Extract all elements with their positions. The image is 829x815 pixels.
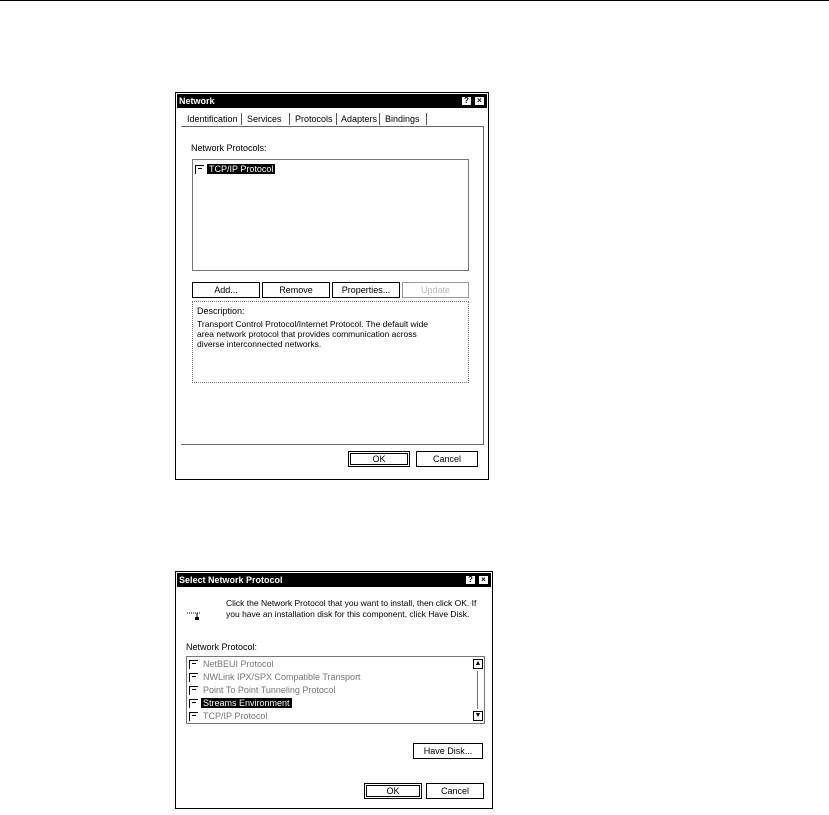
scroll-down-icon[interactable]: ▼ [474,712,482,719]
help-icon[interactable]: ? [465,575,476,585]
tab-separator [241,113,242,125]
tab-identification[interactable]: Identification [187,114,238,124]
protocol-icon [189,660,198,669]
protocol-icon [189,712,198,721]
close-icon[interactable]: × [474,96,485,106]
select-title: Select Network Protocol [179,575,283,585]
properties-button[interactable]: Properties... [332,282,400,298]
update-button[interactable]: Update [402,282,469,298]
network-protocol-list[interactable] [186,656,485,724]
list-item[interactable] [195,163,275,175]
network-protocols-label: Network Protocols: [191,143,267,153]
protocol-name: Point To Point Tunneling Protocol [203,685,336,695]
tab-protocols[interactable]: Protocols [295,114,333,124]
scroll-track[interactable] [477,671,478,709]
cancel-button[interactable]: Cancel [426,783,484,799]
instruction-line-2: you have an installation disk for this component, click Have Disk. [226,609,470,619]
network-protocols-list[interactable] [192,159,469,271]
help-icon[interactable]: ? [461,96,472,106]
ok-button[interactable]: OK [364,783,422,799]
protocol-icon [189,686,198,695]
protocol-icon [189,699,198,708]
tab-separator [379,113,380,125]
protocol-name: Streams Environment [203,698,290,708]
protocol-icon [195,165,204,174]
have-disk-button[interactable]: Have Disk... [413,743,483,759]
list-item[interactable] [189,671,363,683]
protocol-name: TCP/IP Protocol [203,711,268,721]
scrollbar[interactable] [472,657,484,723]
page-top-rule [0,0,829,1]
tab-bindings[interactable]: Bindings [385,114,420,124]
add-button[interactable]: Add... [192,282,260,298]
protocol-name: TCP/IP Protocol [209,164,274,174]
tab-separator [289,113,290,125]
list-item[interactable] [189,710,269,722]
tab-services[interactable]: Services [247,114,282,124]
protocol-name: NWLink IPX/SPX Compatible Transport [203,672,361,682]
select-title-bar[interactable] [177,573,491,587]
network-title-bar[interactable] [177,94,487,108]
network-title: Network [179,96,215,106]
tab-separator [426,113,427,125]
list-item[interactable] [189,658,276,670]
network-protocol-label: Network Protocol: [186,642,258,652]
cancel-button[interactable]: Cancel [416,451,478,467]
description-line-1: Transport Control Protocol/Internet Protocol. The default wide [197,319,429,329]
scroll-up-icon[interactable]: ▲ [474,660,482,667]
description-label: Description: [197,306,245,316]
tab-adapters[interactable]: Adapters [341,114,378,124]
network-cable-icon [186,608,202,620]
remove-button[interactable]: Remove [262,282,330,298]
protocol-name: NetBEUI Protocol [203,659,274,669]
list-item[interactable] [189,697,292,709]
select-protocol-dialog [175,571,493,809]
instruction-line-1: Click the Network Protocol that you want to install, then click OK. If [226,598,477,608]
description-line-2: area network protocol that provides communication across [197,329,417,339]
list-item[interactable] [189,684,337,696]
ok-button[interactable]: OK [348,451,410,467]
description-line-3: diverse interconnected networks. [197,339,322,349]
protocol-icon [189,673,198,682]
tab-separator [336,113,337,125]
close-icon[interactable]: × [478,575,489,585]
network-dialog [175,92,489,480]
